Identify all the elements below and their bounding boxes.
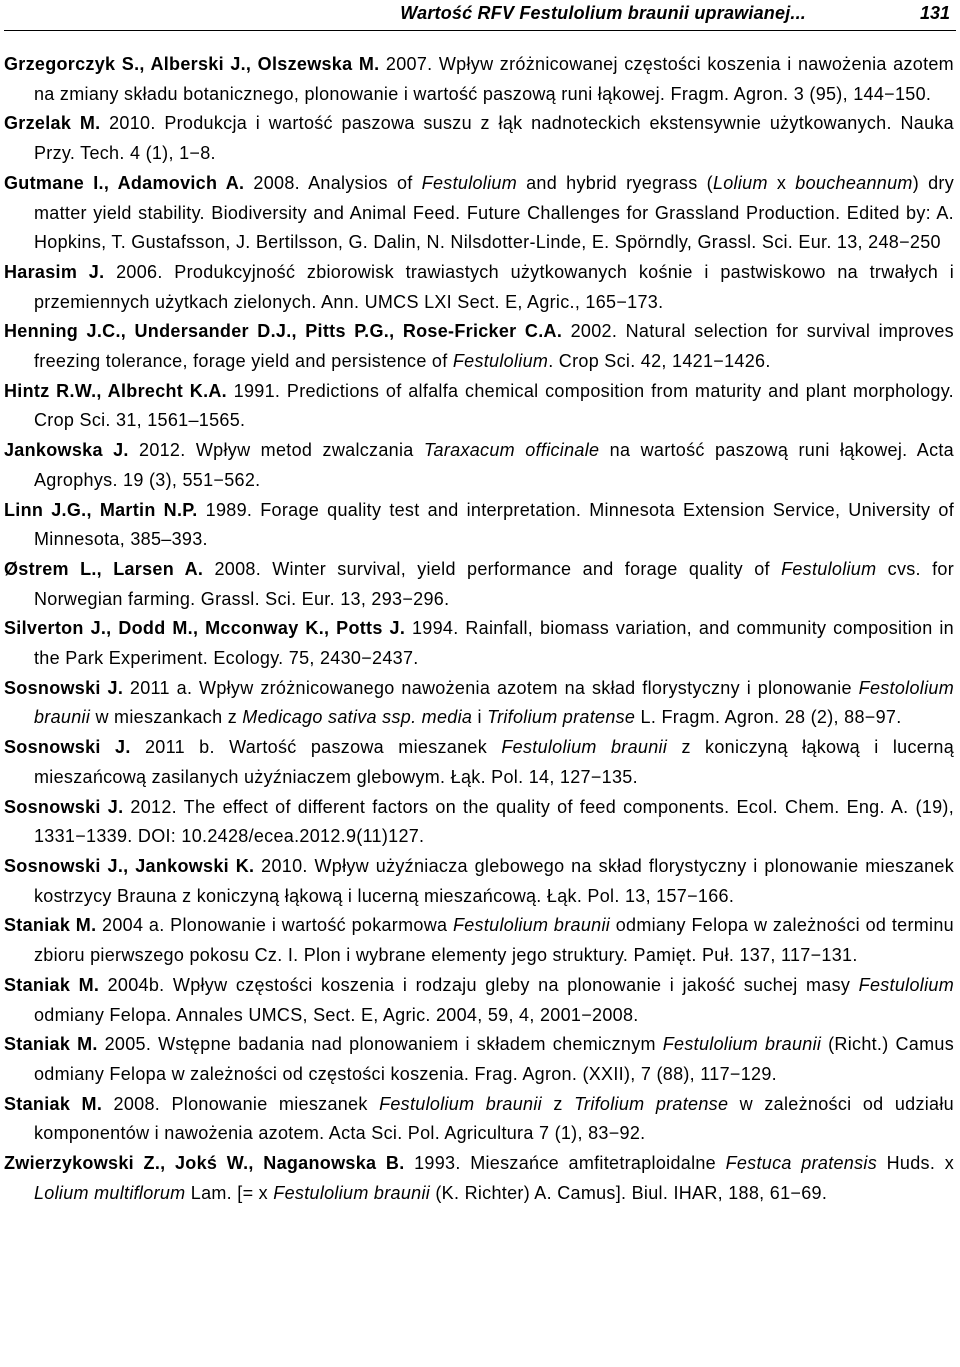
reference-text: 2010. Produkcja i wartość paszowa suszu z łąk nadnoteckich ekstensywnie użytkowanych. Nauka Przy. Tech. 4 (1), 1−8. — [34, 113, 954, 164]
reference-entry — [4, 377, 954, 436]
reference-text: 2011 b. Wartość paszowa mieszanek — [130, 737, 502, 758]
reference-text: Huds. x — [877, 1153, 955, 1174]
reference-entry — [4, 733, 954, 792]
reference-italic: Festulolium braunii — [379, 1093, 542, 1114]
reference-italic: boucheannum — [795, 172, 913, 193]
reference-entry — [4, 674, 954, 733]
reference-text: 1989. Forage quality test and interpretation. Minnesota Extension Service, University of Minnesota, 385–393. — [34, 499, 954, 550]
reference-entry — [4, 317, 954, 376]
running-title: Wartość RFV Festulolium braunii uprawianej... — [400, 3, 806, 23]
reference-text: L. Fragm. Agron. 28 (2), 88−97. — [635, 707, 902, 728]
reference-text: z — [541, 1093, 575, 1114]
page-number: 131 — [919, 3, 950, 23]
reference-text: cvs. for Norwegian farming. Grassl. Sci. Eur. 13, 293−296. — [34, 558, 955, 609]
reference-entry — [4, 258, 954, 317]
reference-entry — [4, 436, 954, 495]
reference-entry — [4, 852, 954, 911]
reference-text: and hybrid ryegrass ( — [517, 172, 713, 193]
reference-text: w mieszankach z — [90, 707, 243, 728]
reference-entry — [4, 911, 954, 970]
reference-authors: Østrem L., Larsen A. — [4, 558, 204, 579]
reference-italic: Festulolium braunii — [662, 1034, 822, 1055]
reference-entry — [4, 496, 954, 555]
reference-entry — [4, 109, 954, 168]
reference-italic: Festuca pratensis — [725, 1153, 878, 1174]
reference-italic: Lolium — [712, 172, 768, 193]
reference-entry — [4, 555, 954, 614]
reference-authors: Sosnowski J. — [4, 677, 124, 698]
reference-authors: Gutmane I., Adamovich A. — [4, 172, 245, 193]
reference-text: 2004b. Wpływ częstości koszenia i rodzaju gleby na plonowanie i jakość suchej masy — [99, 974, 859, 995]
reference-entry — [4, 614, 954, 673]
reference-authors: Staniak M. — [4, 915, 97, 936]
reference-authors: Jankowska J. — [4, 440, 129, 461]
reference-text: z koniczyną łąkową i lucerną mieszańcową zasilanych użyźniaczem glebowym. Łąk. Pol. 14, 127−135. — [34, 737, 955, 787]
reference-authors: Zwierzykowski Z., Jokś W., Naganowska B. — [4, 1153, 405, 1174]
reference-text: (K. Richter) A. Camus]. Biul. IHAR, 188, 61−69. — [430, 1182, 828, 1203]
reference-authors: Staniak M. — [4, 974, 100, 995]
reference-text: 2005. Wstępne badania nad plonowaniem i składem chemicznym — [97, 1034, 663, 1055]
reference-italic: Festulolium — [452, 351, 549, 372]
reference-text: w zależności od udziału komponentów i nawożenia azotem. Acta Sci. Pol. Agricultura 7 (1), 83−92. — [34, 1093, 954, 1144]
reference-entry — [4, 1090, 954, 1149]
reference-authors: Sosnowski J., Jankowski K. — [4, 855, 255, 876]
reference-entry — [4, 793, 954, 852]
reference-text: 2007. Wpływ zróżnicowanej częstości koszenia i nawożenia azotem na zmiany składu botanicznego, plonowanie i wartość paszową runi łąkowej. Fragm. Agron. 3 (95), 144−150. — [34, 54, 954, 104]
reference-authors: Sosnowski J. — [4, 737, 131, 758]
reference-italic: Festulolium — [781, 558, 877, 579]
reference-authors: Silverton J., Dodd M., Mcconway K., Potts J. — [4, 618, 406, 639]
reference-text: odmiany Felopa. Annales UMCS, Sect. E, Agric. 2004, 59, 4, 2001−2008. — [34, 1004, 639, 1025]
reference-text: 2012. The effect of different factors on the quality of feed components. Ecol. Chem. Eng. A. (19), 1331−1339. DOI: 10.2428/ecea.2012.9(11)127. — [34, 796, 954, 847]
reference-italic: Medicago sativa ssp. media — [242, 707, 473, 728]
reference-italic: Taraxacum officinale — [423, 440, 600, 461]
reference-entry — [4, 169, 954, 258]
reference-text: 1993. Mieszańce amfitetraploidalne — [404, 1153, 726, 1174]
reference-italic: Trifolium pratense — [574, 1093, 729, 1114]
reference-authors: Linn J.G., Martin N.P. — [4, 499, 198, 520]
reference-text: 2008. Analysios of — [244, 172, 422, 193]
reference-text: odmiany Felopa w zależności od terminu zbioru pierwszego pokosu Cz. I. Plon i wybrane elementy jego struktury. Pamięt. Puł. 137, 117−131. — [34, 915, 954, 966]
reference-authors: Hintz R.W., Albrecht K.A. — [4, 380, 227, 401]
reference-list — [4, 50, 954, 1208]
reference-entry — [4, 971, 954, 1030]
reference-italic: Festololium braunii — [34, 677, 954, 728]
reference-authors: Henning J.C., Undersander D.J., Pitts P.G., Rose-Fricker C.A. — [4, 321, 563, 342]
reference-text: ) dry matter yield stability. Biodiversity and Animal Feed. Future Challenges for Grassland Production. Edited by: A. Hopkins, T. Gustafsson, J. Bertilsson, G. Dalin, N. Nilsdotter-Linde, E. Spörndly, Grassl. Sci. Eur. 13, 248−250 — [34, 172, 955, 253]
reference-italic: Festulolium braunii — [501, 737, 668, 758]
reference-text: Lam. [= x — [185, 1182, 274, 1203]
reference-italic: Trifolium pratense — [487, 707, 636, 728]
reference-text: 2010. Wpływ użyźniacza glebowego na skład florystyczny i plonowanie mieszanek kostrzycy Brauna z koniczyną łąkową i lucerną mieszańcową. Łąk. Pol. 13, 157−166. — [34, 855, 954, 906]
reference-authors: Staniak M. — [4, 1034, 98, 1055]
reference-text: (Richt.) Camus odmiany Felopa w zależności od częstości koszenia. Frag. Agron. (XXII), 7 (88), 117−129. — [34, 1034, 954, 1084]
reference-text: i — [472, 707, 488, 728]
reference-authors: Staniak M. — [4, 1093, 103, 1114]
reference-entry — [4, 50, 954, 109]
reference-text: 1991. Predictions of alfalfa chemical composition from maturity and plant morphology. Crop Sci. 31, 1561–1565. — [34, 380, 954, 431]
reference-text: 1994. Rainfall, biomass variation, and community composition in the Park Experiment. Ecology. 75, 2430−2437. — [34, 618, 954, 669]
reference-text: 2008. Plonowanie mieszanek — [102, 1093, 380, 1114]
reference-text: 2011 a. Wpływ zróżnicowanego nawożenia azotem na skład florystyczny i plonowanie — [123, 677, 859, 698]
reference-authors: Grzegorczyk S., Alberski J., Olszewska M. — [4, 54, 380, 74]
reference-text: 2006. Produkcyjność zbiorowisk trawiastych użytkowanych kośnie i pastwiskowo na trwałych i przemiennych użytkach zielonych. Ann. UMCS LXI Sect. E, Agric., 165−173. — [34, 261, 954, 312]
reference-italic: Lolium multiflorum — [34, 1182, 186, 1203]
reference-italic: Festulolium braunii — [273, 1182, 431, 1203]
reference-authors: Sosnowski J. — [4, 796, 124, 817]
reference-authors: Harasim J. — [4, 261, 105, 282]
reference-text: 2012. Wpływ metod zwalczania — [128, 440, 424, 461]
reference-entry — [4, 1030, 954, 1089]
reference-text: x — [767, 172, 796, 193]
reference-entry — [4, 1149, 954, 1208]
reference-text: na wartość paszową runi łąkowej. Acta Agrophys. 19 (3), 551−562. — [34, 440, 954, 490]
running-header — [4, 0, 956, 31]
reference-text: 2002. Natural selection for survival improves freezing tolerance, forage yield and persistence of — [34, 321, 954, 372]
reference-italic: Festulolium braunii — [452, 915, 611, 936]
reference-authors: Grzelak M. — [4, 113, 101, 134]
reference-text: 2004 a. Plonowanie i wartość pokarmowa — [96, 915, 453, 936]
reference-text: 2008. Winter survival, yield performance and forage quality of — [203, 558, 782, 579]
reference-italic: Festulolium — [858, 974, 954, 995]
reference-italic: Festulolium — [421, 172, 518, 193]
reference-text: . Crop Sci. 42, 1421−1426. — [548, 351, 771, 372]
